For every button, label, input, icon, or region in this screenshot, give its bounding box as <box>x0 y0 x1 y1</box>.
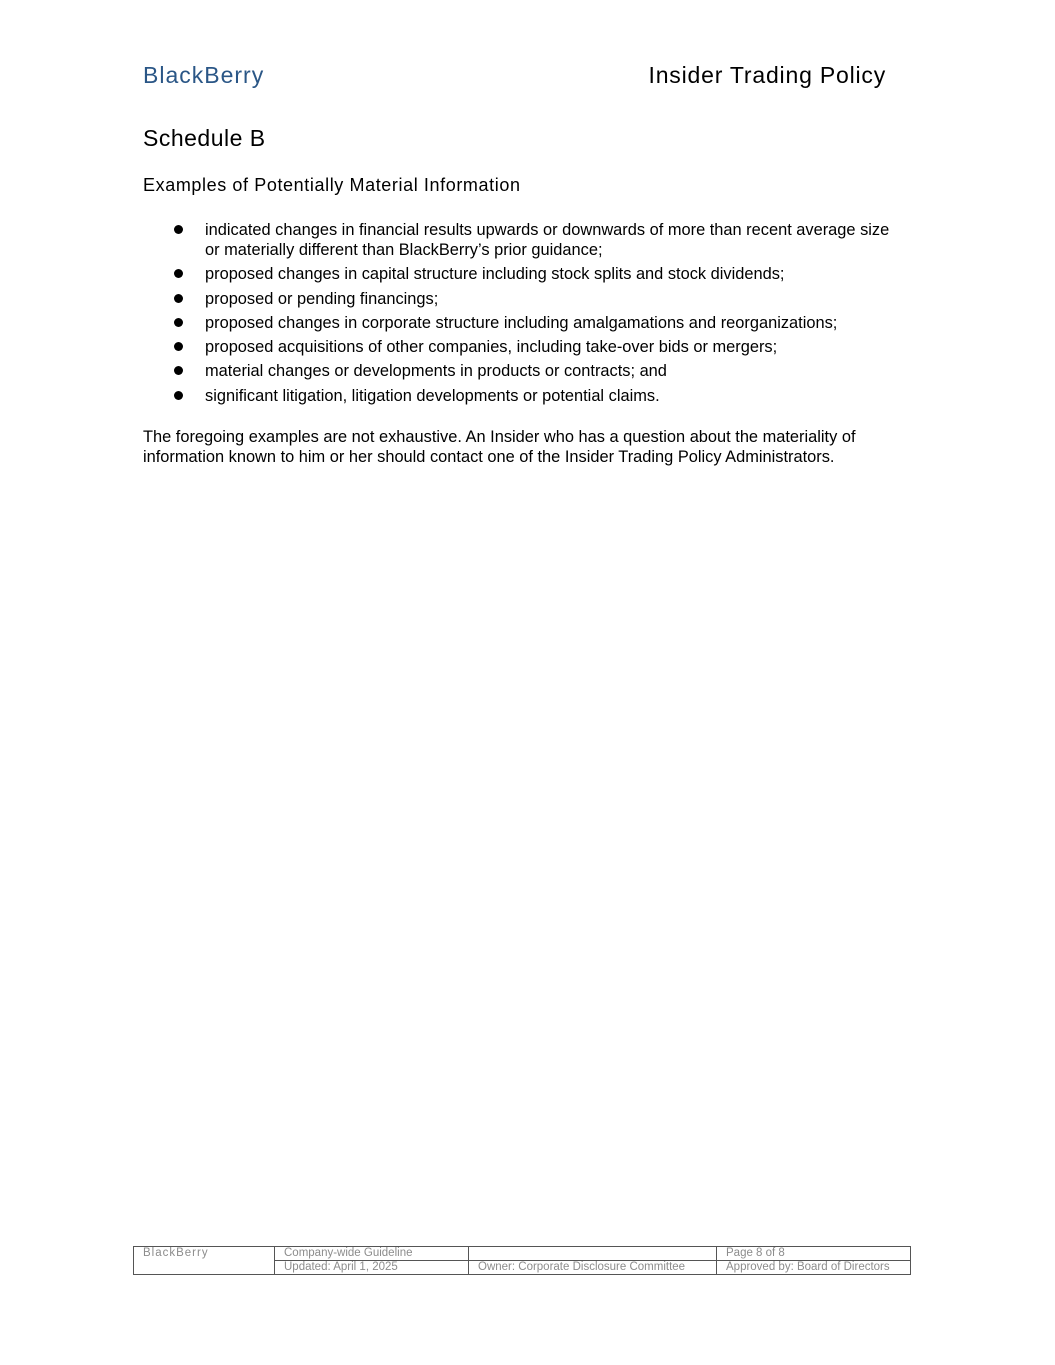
list-item-text: indicated changes in financial results upwards or downwards of more than recent average size or materially different than BlackBerry’s prior guidance; <box>205 221 890 259</box>
bullet-icon <box>174 269 183 278</box>
list-item-text: material changes or developments in products or contracts; and <box>205 362 667 381</box>
footer-table <box>133 1246 911 1275</box>
list-item <box>143 289 903 309</box>
bullet-icon <box>174 342 183 351</box>
list-item-text: significant litigation, litigation developments or potential claims. <box>205 386 660 405</box>
document-title: Insider Trading Policy <box>648 62 886 88</box>
footer-page-number: Page 8 of 8 <box>717 1247 911 1261</box>
list-item <box>143 386 903 406</box>
brand-name: BlackBerry <box>143 62 265 88</box>
bullet-icon <box>174 366 183 375</box>
closing-paragraph: The foregoing examples are not exhaustive. An Insider who has a question about the materiality of information known to him or her should contact one of the Insider Trading Policy Administrators. <box>143 428 856 466</box>
footer-brand: BlackBerry <box>134 1247 275 1275</box>
list-item <box>143 264 903 284</box>
list-item-text: proposed changes in corporate structure including amalgamations and reorganizations; <box>205 313 838 332</box>
footer-updated-date: Updated: April 1, 2025 <box>275 1261 469 1275</box>
schedule-title: Schedule B <box>143 125 266 151</box>
bullet-icon <box>174 294 183 303</box>
footer-row <box>134 1247 911 1261</box>
list-item <box>143 313 903 333</box>
footer-owner: Owner: Corporate Disclosure Committee <box>469 1261 717 1275</box>
list-item <box>143 361 903 381</box>
list-item <box>143 220 903 260</box>
footer-empty-cell <box>469 1247 717 1261</box>
bullet-icon <box>174 225 183 234</box>
material-information-list <box>143 220 903 410</box>
footer-document-type: Company-wide Guideline <box>275 1247 469 1261</box>
list-item-text: proposed changes in capital structure including stock splits and stock dividends; <box>205 265 785 284</box>
list-item <box>143 337 903 357</box>
bullet-icon <box>174 318 183 327</box>
bullet-icon <box>174 391 183 400</box>
list-item-text: proposed or pending financings; <box>205 289 439 308</box>
section-subheading: Examples of Potentially Material Information <box>143 175 521 195</box>
footer-approved-by: Approved by: Board of Directors <box>717 1261 911 1275</box>
list-item-text: proposed acquisitions of other companies, including take-over bids or mergers; <box>205 338 778 357</box>
